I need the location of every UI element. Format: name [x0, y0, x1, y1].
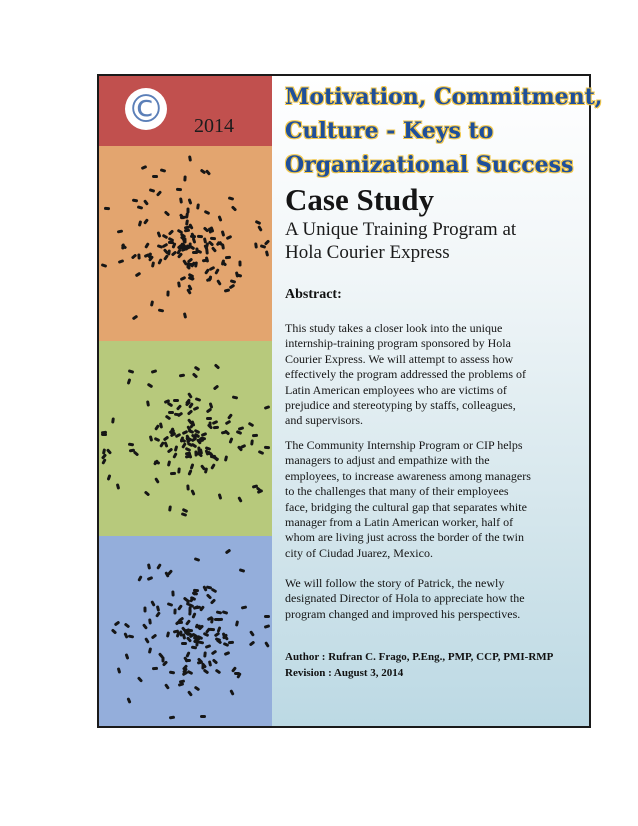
paragraph-line: managers to adjust and empathize with the [285, 453, 490, 468]
ant-mark [264, 641, 270, 648]
ants-image-blue [99, 536, 272, 726]
ant-mark [143, 218, 149, 225]
ant-mark [163, 254, 169, 261]
ant-mark [264, 624, 271, 629]
ant-mark [164, 683, 170, 690]
ant-mark [172, 242, 177, 249]
ant-mark [179, 630, 183, 636]
ant-mark [218, 215, 223, 222]
ant-mark [229, 284, 236, 290]
ant-mark [216, 617, 222, 621]
ant-mark [154, 477, 160, 484]
ant-mark [154, 437, 161, 442]
ant-mark [206, 416, 212, 419]
ant-mark [210, 599, 216, 605]
ant-mark [172, 591, 175, 597]
copyright-icon: © [127, 87, 165, 131]
ant-mark [176, 404, 182, 410]
ant-mark [205, 248, 209, 254]
ant-mark [183, 312, 187, 319]
ant-mark [177, 621, 183, 624]
paragraph-line: This study takes a closer look into the unique [285, 321, 503, 335]
ant-mark [208, 266, 215, 271]
ant-mark [167, 461, 171, 468]
ant-mark [112, 417, 116, 423]
year-label: 2014 [194, 115, 234, 137]
ant-mark [222, 611, 229, 616]
author-line: Author : Rufran C. Frago, P.Eng., PMP, CCP, PMI-RMP [285, 651, 554, 663]
ant-mark [215, 611, 221, 615]
ant-mark [177, 683, 184, 688]
ant-mark [196, 204, 200, 210]
ant-mark [225, 256, 231, 260]
ant-mark [238, 426, 245, 431]
ant-mark [152, 175, 158, 178]
ant-mark [164, 414, 171, 420]
paragraph-line: whom are living just across the border of the twin [285, 530, 524, 545]
ant-mark [190, 442, 197, 448]
ant-mark [221, 230, 226, 237]
ant-mark [205, 256, 210, 263]
ant-mark [217, 626, 222, 633]
ant-mark [159, 441, 165, 448]
ant-mark [147, 563, 151, 569]
text-column [272, 76, 603, 726]
ant-mark [135, 271, 142, 277]
ant-mark [131, 253, 138, 259]
ant-mark [116, 483, 120, 490]
ant-mark [150, 600, 155, 607]
ant-mark [186, 484, 190, 490]
ant-mark [146, 382, 153, 388]
ant-mark [212, 384, 219, 390]
ant-mark [254, 220, 261, 225]
ant-mark [116, 229, 122, 233]
ant-mark [241, 605, 247, 609]
paragraph-line: We will follow the story of Patrick, the newly [285, 576, 505, 590]
ant-mark [227, 196, 234, 200]
ant-mark [148, 647, 152, 654]
ant-mark [200, 715, 206, 718]
ant-mark [264, 405, 271, 410]
ant-mark [249, 630, 255, 637]
ant-mark [149, 188, 156, 193]
ant-mark [264, 239, 270, 245]
ant-mark [224, 549, 231, 555]
ant-mark [156, 232, 161, 239]
paragraph-line: employees, to increase awareness among managers [285, 468, 531, 483]
ant-mark [101, 433, 107, 436]
ant-mark [203, 651, 207, 657]
ant-mark [146, 400, 150, 406]
ant-mark [159, 423, 163, 430]
ant-mark [170, 472, 176, 475]
ant-mark [257, 489, 264, 494]
ant-mark [147, 576, 154, 581]
year-block [99, 76, 272, 146]
ant-mark [250, 440, 254, 446]
ant-mark [190, 463, 195, 470]
ant-mark [194, 685, 201, 691]
ant-mark [166, 632, 170, 639]
ant-mark [169, 716, 175, 720]
ant-mark [180, 197, 184, 203]
ant-mark [194, 557, 201, 562]
ant-mark [188, 156, 192, 162]
ant-mark [118, 259, 125, 264]
ant-mark [177, 253, 183, 259]
ant-mark [227, 414, 233, 421]
ant-mark [128, 442, 134, 446]
ant-mark [197, 234, 203, 237]
paragraph-line: Latin American employees who are victims of [285, 382, 507, 397]
ant-mark [213, 456, 219, 462]
ant-mark [232, 395, 238, 399]
ant-mark [210, 226, 215, 233]
abstract-heading: Abstract: [285, 287, 342, 302]
ant-mark [177, 604, 183, 611]
ant-mark [155, 605, 159, 612]
cover-page [97, 74, 603, 728]
ant-mark [151, 261, 155, 267]
ant-mark [143, 606, 146, 612]
ant-mark [203, 210, 210, 215]
ant-mark [179, 374, 185, 378]
ant-mark [187, 690, 193, 697]
ant-mark [191, 489, 196, 496]
paragraph-line: The Community Internship Program or CIP helps [285, 438, 523, 452]
ant-mark [168, 506, 172, 512]
ant-mark [137, 220, 141, 227]
subtitle-line: Hola Courier Express [285, 242, 450, 263]
ant-mark [206, 408, 213, 414]
ant-mark [228, 641, 234, 644]
ant-mark [224, 455, 228, 462]
ant-mark [203, 669, 210, 675]
paragraph-line: manager from a Latin American worker, half of [285, 515, 514, 530]
ant-mark [210, 463, 216, 470]
ant-mark [264, 446, 270, 449]
ant-mark [192, 373, 198, 379]
ant-mark [203, 632, 210, 637]
ant-mark [101, 263, 108, 268]
ant-mark [172, 453, 177, 460]
ant-mark [252, 434, 258, 437]
ant-mark [160, 168, 167, 172]
ant-mark [174, 413, 180, 417]
ant-mark [116, 668, 121, 675]
ant-mark [131, 315, 138, 321]
ant-mark [155, 611, 161, 618]
ant-mark [137, 253, 140, 259]
ant-mark [225, 235, 232, 240]
ant-mark [143, 199, 149, 206]
ant-mark [169, 671, 175, 675]
paragraph-line: to the challenges that many of their employees [285, 484, 509, 499]
ant-mark [229, 438, 234, 445]
ant-mark [177, 467, 181, 473]
ant-mark [137, 205, 144, 209]
ant-mark [210, 650, 217, 656]
ant-mark [144, 490, 151, 496]
ant-mark [217, 494, 222, 501]
ant-mark [114, 620, 121, 626]
ant-mark [104, 207, 110, 210]
ant-mark [127, 697, 132, 704]
ant-mark [173, 399, 179, 402]
ant-mark [188, 198, 193, 205]
ant-mark [211, 246, 217, 253]
ant-mark [213, 363, 219, 369]
ant-mark [213, 426, 219, 430]
ant-mark [186, 637, 192, 643]
ant-mark [142, 623, 148, 630]
ant-mark [224, 420, 231, 426]
ant-mark [157, 309, 163, 313]
ant-mark [194, 366, 201, 372]
paragraph-line: and supervisors. [285, 413, 363, 428]
ant-mark [136, 676, 142, 682]
paragraph-line: effectively the program addressed the problems of [285, 367, 527, 382]
ant-mark [211, 587, 218, 593]
ant-mark [192, 238, 197, 245]
ant-mark [176, 188, 182, 192]
ant-mark [212, 420, 219, 425]
ant-mark [231, 205, 237, 211]
ant-mark [193, 588, 199, 592]
abstract-paragraph-1 [285, 321, 577, 429]
ant-mark [124, 623, 131, 629]
ant-mark [121, 243, 125, 249]
ant-mark [110, 628, 116, 634]
ant-mark [248, 641, 255, 647]
ant-mark [156, 191, 162, 197]
ant-mark [181, 642, 187, 645]
ant-mark [167, 447, 174, 453]
ant-mark [198, 641, 204, 645]
ant-mark [257, 225, 263, 232]
ant-mark [144, 242, 150, 249]
ant-mark [151, 369, 158, 374]
title-line: Culture - Keys to [285, 118, 494, 144]
ant-mark [265, 250, 269, 257]
ant-mark [240, 443, 247, 448]
ant-mark [183, 176, 186, 182]
ant-mark [195, 397, 202, 402]
ant-mark [204, 644, 211, 649]
ant-mark [224, 651, 231, 656]
ant-mark [237, 496, 242, 503]
ant-mark [210, 237, 216, 241]
ant-mark [151, 634, 158, 640]
ant-mark [193, 406, 200, 411]
ant-mark [140, 165, 147, 170]
ant-mark [156, 563, 162, 570]
ant-mark [229, 689, 234, 696]
ants-image-orange [99, 146, 272, 341]
ant-mark [168, 230, 174, 236]
paragraph-line: city of Ciudad Juarez, Mexico. [285, 545, 433, 560]
ant-mark [177, 281, 181, 287]
ant-mark [107, 475, 112, 482]
ant-mark [166, 602, 173, 607]
ant-mark [161, 656, 164, 662]
ant-mark [125, 653, 130, 660]
ant-mark [144, 637, 150, 644]
ant-mark [230, 279, 237, 284]
ant-mark [187, 207, 190, 213]
ant-mark [101, 458, 106, 465]
left-image-column [99, 76, 272, 726]
ant-mark [215, 268, 221, 275]
ant-mark [235, 620, 239, 626]
ant-mark [173, 446, 178, 453]
subtitle-line: A Unique Training Program at [285, 219, 517, 240]
ant-mark [238, 568, 245, 573]
case-study-heading: Case Study [285, 182, 435, 217]
ant-mark [123, 633, 128, 640]
ant-mark [132, 199, 138, 203]
paragraph-line: face, bridging the cultural gap that separates white [285, 499, 527, 514]
ant-mark [167, 291, 170, 297]
ant-mark [128, 370, 135, 375]
title-line: Motivation, Commitment, [285, 84, 603, 110]
ants-image-green [99, 341, 272, 536]
ant-mark [149, 436, 153, 443]
ant-mark [186, 410, 192, 416]
ant-mark [224, 289, 231, 293]
ant-mark [191, 646, 197, 650]
ant-mark [215, 669, 222, 675]
ant-mark [184, 245, 190, 249]
ant-mark [264, 615, 270, 618]
ant-mark [132, 450, 139, 456]
ant-mark [126, 378, 131, 385]
ant-mark [106, 448, 112, 454]
ant-mark [205, 593, 211, 599]
ant-mark [180, 276, 187, 281]
paragraph-line: program changed and improved his perspectives. [285, 606, 521, 621]
ant-mark [188, 469, 193, 476]
ant-mark [198, 438, 204, 442]
ant-mark [192, 612, 197, 619]
ant-mark [257, 450, 264, 455]
ant-mark [164, 210, 170, 216]
ant-mark [185, 619, 191, 626]
ant-mark [138, 575, 143, 582]
ant-mark [149, 300, 153, 306]
paragraph-line: internship-training program sponsored by Hola [285, 336, 511, 351]
abstract-paragraph-3 [285, 576, 577, 622]
ant-mark [173, 609, 176, 615]
ant-mark [152, 667, 158, 670]
ant-mark [200, 464, 206, 471]
ant-mark [224, 429, 230, 435]
ant-mark [248, 422, 255, 428]
ant-mark [238, 260, 241, 266]
title-line: Organizational Success [285, 152, 574, 178]
revision-line: Revision : August 3, 2014 [285, 667, 404, 679]
paragraph-line: prejudice and stereotyping by staffs, colleagues, [285, 398, 516, 413]
ant-mark [216, 279, 222, 286]
paragraph-line: designated Director of Hola to appreciate how the [285, 591, 525, 606]
ant-mark [212, 658, 218, 664]
abstract-paragraph-2 [285, 438, 577, 561]
ant-mark [148, 618, 152, 624]
ant-mark [254, 242, 258, 248]
ant-mark [206, 277, 213, 283]
paragraph-line: Courier Express. We will attempt to assess how [285, 351, 514, 366]
ant-mark [221, 261, 227, 267]
